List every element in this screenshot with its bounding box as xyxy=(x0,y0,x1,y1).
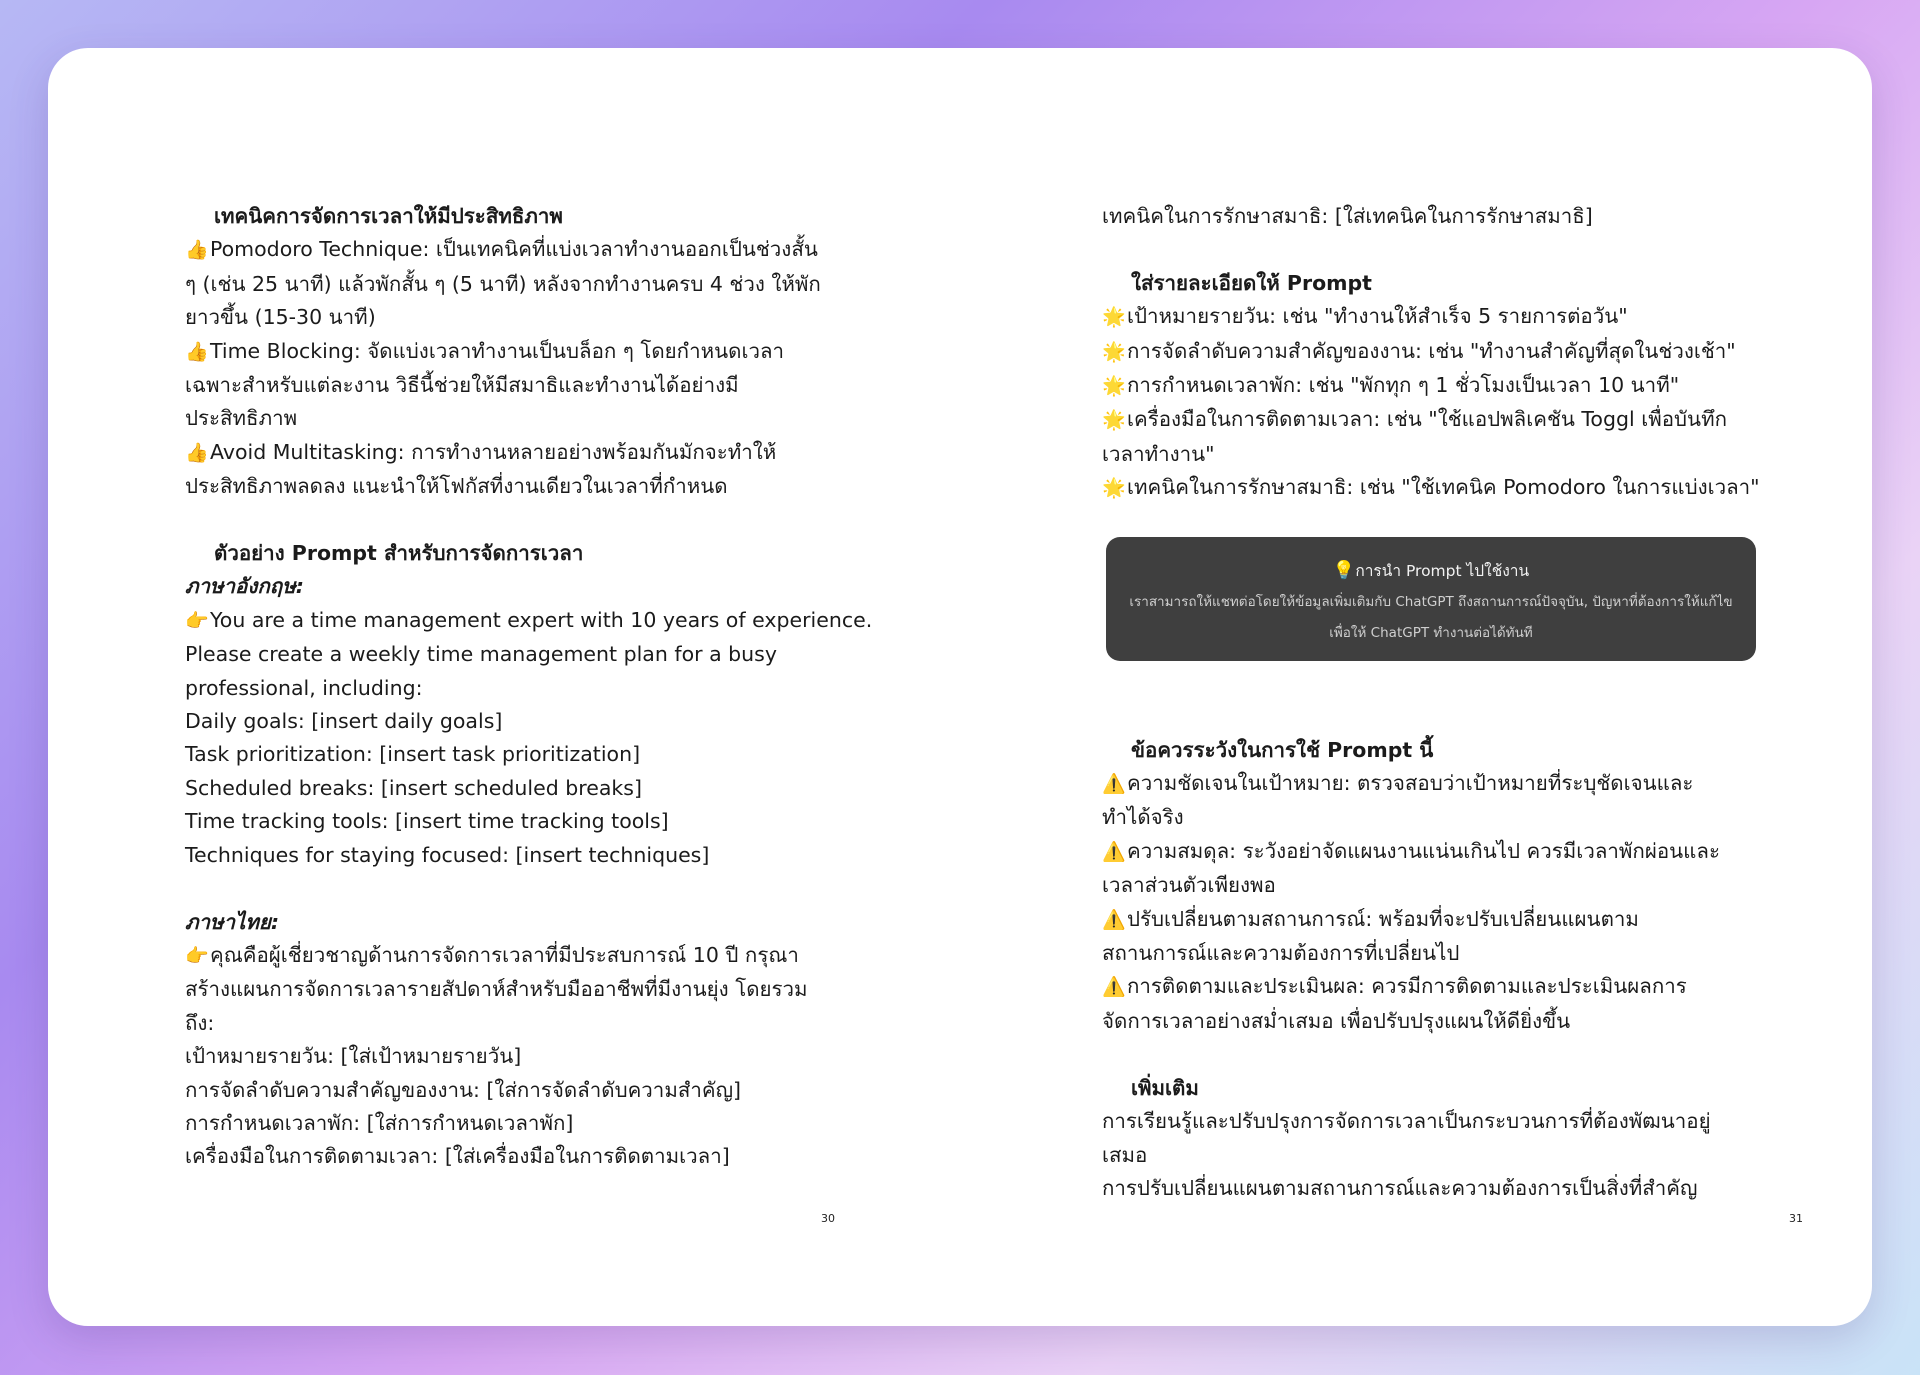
section-heading-prompt-details: ใส่รายละเอียดให้ Prompt xyxy=(1131,270,1372,295)
warning-icon: ⚠️ xyxy=(1102,840,1126,863)
thumbs-up-icon: 👍 xyxy=(185,340,209,363)
english-prompt-line: Time tracking tools: [insert time tracking tools] xyxy=(185,809,669,834)
english-prompt-line: Please create a weekly time management plan for a busy xyxy=(185,642,777,667)
thai-prompt-line: เป้าหมายรายวัน: [ใส่เป้าหมายรายวัน] xyxy=(185,1044,522,1069)
thai-prompt-line: ถึง: xyxy=(185,1010,215,1035)
right-page xyxy=(960,48,1872,1326)
detail-line: 🌟เครื่องมือในการติดตามเวลา: เช่น "ใช้แอปพลิเคชัน Toggl เพื่อบันทึก xyxy=(1102,403,1772,437)
book-spread xyxy=(48,48,1872,1326)
english-prompt-line: Task prioritization: [insert task prioritization] xyxy=(185,742,641,767)
caution-line: ⚠️ความสมดุล: ระวังอย่าจัดแผนงานแน่นเกินไป ควรมีเวลาพักผ่อนและ xyxy=(1102,835,1772,869)
pointing-right-icon: 👉 xyxy=(185,609,209,632)
thai-prompt-line: การกำหนดเวลาพัก: [ใส่การกำหนดเวลาพัก] xyxy=(185,1110,574,1135)
left-page xyxy=(48,48,960,1326)
english-prompt-line: Techniques for staying focused: [insert techniques] xyxy=(185,842,710,867)
spacer xyxy=(185,872,885,905)
thai-prompt-line: สร้างแผนการจัดการเวลารายสัปดาห์สำหรับมืออาชีพที่มีงานยุ่ง โดยรวม xyxy=(185,977,808,1002)
english-label: ภาษาอังกฤษ: xyxy=(185,574,304,599)
caution-line: ⚠️ปรับเปลี่ยนตามสถานการณ์: พร้อมที่จะปรับเปลี่ยนแผนตาม xyxy=(1102,903,1772,937)
technique-line: ยาวขึ้น (15-30 นาที) xyxy=(185,305,376,330)
warning-icon: ⚠️ xyxy=(1102,773,1126,796)
technique-line: 👍Avoid Multitasking: การทำงานหลายอย่างพร้อมกันมักจะทำให้ xyxy=(185,436,885,470)
technique-line: ประสิทธิภาพลดลง แนะนำให้โฟกัสที่งานเดียวในเวลาที่กำหนด xyxy=(185,474,728,499)
glowing-star-icon: 🌟 xyxy=(1102,340,1126,363)
tip-line: เราสามารถให้แชทต่อโดยให้ข้อมูลเพิ่มเติมกับ ChatGPT ถึงสถานการณ์ปัจจุบัน, ปัญหาที่ต้องการให้แก้ไข xyxy=(1129,594,1733,610)
detail-line: 🌟เทคนิคในการรักษาสมาธิ: เช่น "ใช้เทคนิค Pomodoro ในการแบ่งเวลา" xyxy=(1102,471,1772,505)
english-prompt-line: professional, including: xyxy=(185,675,423,700)
spacer xyxy=(1102,233,1772,266)
light-bulb-icon: 💡 xyxy=(1332,560,1356,581)
pointing-right-icon: 👉 xyxy=(185,944,209,967)
tip-box xyxy=(1106,537,1756,661)
right-page-content xyxy=(1102,200,1772,1205)
warning-icon: ⚠️ xyxy=(1102,908,1126,931)
caution-line: เวลาส่วนตัวเพียงพอ xyxy=(1102,873,1276,898)
english-prompt-line: Daily goals: [insert daily goals] xyxy=(185,709,503,734)
left-page-content xyxy=(185,200,885,1174)
detail-line: 🌟การจัดลำดับความสำคัญของงาน: เช่น "ทำงานสำคัญที่สุดในช่วงเช้า" xyxy=(1102,335,1772,369)
page-number: 31 xyxy=(1789,1212,1803,1225)
more-line: การเรียนรู้และปรับปรุงการจัดการเวลาเป็นกระบวนการที่ต้องพัฒนาอยู่ xyxy=(1102,1109,1711,1134)
more-line: การปรับเปลี่ยนแผนตามสถานการณ์และความต้องการเป็นสิ่งที่สำคัญ xyxy=(1102,1175,1698,1200)
technique-line: ๆ (เช่น 25 นาที) แล้วพักสั้น ๆ (5 นาที) หลังจากทำงานครบ 4 ช่วง ให้พัก xyxy=(185,271,821,296)
spacer xyxy=(1102,1038,1772,1071)
thai-label: ภาษาไทย: xyxy=(185,909,280,934)
glowing-star-icon: 🌟 xyxy=(1102,477,1126,500)
detail-line: 🌟เป้าหมายรายวัน: เช่น "ทำงานให้สำเร็จ 5 รายการต่อวัน" xyxy=(1102,300,1772,334)
section-heading-caution: ข้อควรระวังในการใช้ Prompt นี้ xyxy=(1131,737,1434,762)
spacer xyxy=(185,504,885,537)
technique-line: เฉพาะสำหรับแต่ละงาน วิธีนี้ช่วยให้มีสมาธิและทำงานได้อย่างมี xyxy=(185,373,739,398)
english-prompt-line: 👉You are a time management expert with 10 years of experience. xyxy=(185,604,885,638)
caution-line: ทำได้จริง xyxy=(1102,805,1184,830)
continued-prompt-line: เทคนิคในการรักษาสมาธิ: [ใส่เทคนิคในการรักษาสมาธิ] xyxy=(1102,204,1593,228)
technique-line: 👍Pomodoro Technique: เป็นเทคนิคที่แบ่งเวลาทำงานออกเป็นช่วงสั้น xyxy=(185,233,885,267)
thumbs-up-icon: 👍 xyxy=(185,441,209,464)
glowing-star-icon: 🌟 xyxy=(1102,409,1126,432)
tip-line: เพื่อให้ ChatGPT ทำงานต่อได้ทันที xyxy=(1329,625,1533,641)
page-number: 30 xyxy=(821,1212,835,1225)
detail-line: 🌟การกำหนดเวลาพัก: เช่น "พักทุก ๆ 1 ชั่วโมงเป็นเวลา 10 นาที" xyxy=(1102,369,1772,403)
warning-icon: ⚠️ xyxy=(1102,976,1126,999)
detail-line: เวลาทำงาน" xyxy=(1102,441,1215,466)
glowing-star-icon: 🌟 xyxy=(1102,375,1126,398)
more-line: เสมอ xyxy=(1102,1142,1148,1167)
section-heading-time-techniques: เทคนิคการจัดการเวลาให้มีประสิทธิภาพ xyxy=(214,204,563,228)
tip-title: 💡การนำ Prompt ไปใช้งาน xyxy=(1332,560,1530,581)
technique-line: ประสิทธิภาพ xyxy=(185,406,298,431)
english-prompt-line: Scheduled breaks: [insert scheduled breaks] xyxy=(185,775,642,800)
section-heading-prompt-example: ตัวอย่าง Prompt สำหรับการจัดการเวลา xyxy=(214,541,584,566)
thai-prompt-line: เครื่องมือในการติดตามเวลา: [ใส่เครื่องมือในการติดตามเวลา] xyxy=(185,1144,730,1169)
caution-line: ⚠️การติดตามและประเมินผล: ควรมีการติดตามและประเมินผลการ xyxy=(1102,970,1772,1004)
thai-prompt-line: การจัดลำดับความสำคัญของงาน: [ใส่การจัดลำดับความสำคัญ] xyxy=(185,1077,742,1102)
caution-line: สถานการณ์และความต้องการที่เปลี่ยนไป xyxy=(1102,941,1460,966)
thumbs-up-icon: 👍 xyxy=(185,239,209,262)
technique-line: 👍Time Blocking: จัดแบ่งเวลาทำงานเป็นบล็อก ๆ โดยกำหนดเวลา xyxy=(185,335,885,369)
tip-body xyxy=(1106,587,1756,649)
section-heading-more: เพิ่มเติม xyxy=(1131,1075,1199,1100)
caution-line: จัดการเวลาอย่างสม่ำเสมอ เพื่อปรับปรุงแผนให้ดียิ่งขึ้น xyxy=(1102,1008,1571,1033)
glowing-star-icon: 🌟 xyxy=(1102,306,1126,329)
thai-prompt-line: 👉คุณคือผู้เชี่ยวชาญด้านการจัดการเวลาที่มีประสบการณ์ 10 ปี กรุณา xyxy=(185,939,885,973)
caution-line: ⚠️ความชัดเจนในเป้าหมาย: ตรวจสอบว่าเป้าหมายที่ระบุชัดเจนและ xyxy=(1102,767,1772,801)
